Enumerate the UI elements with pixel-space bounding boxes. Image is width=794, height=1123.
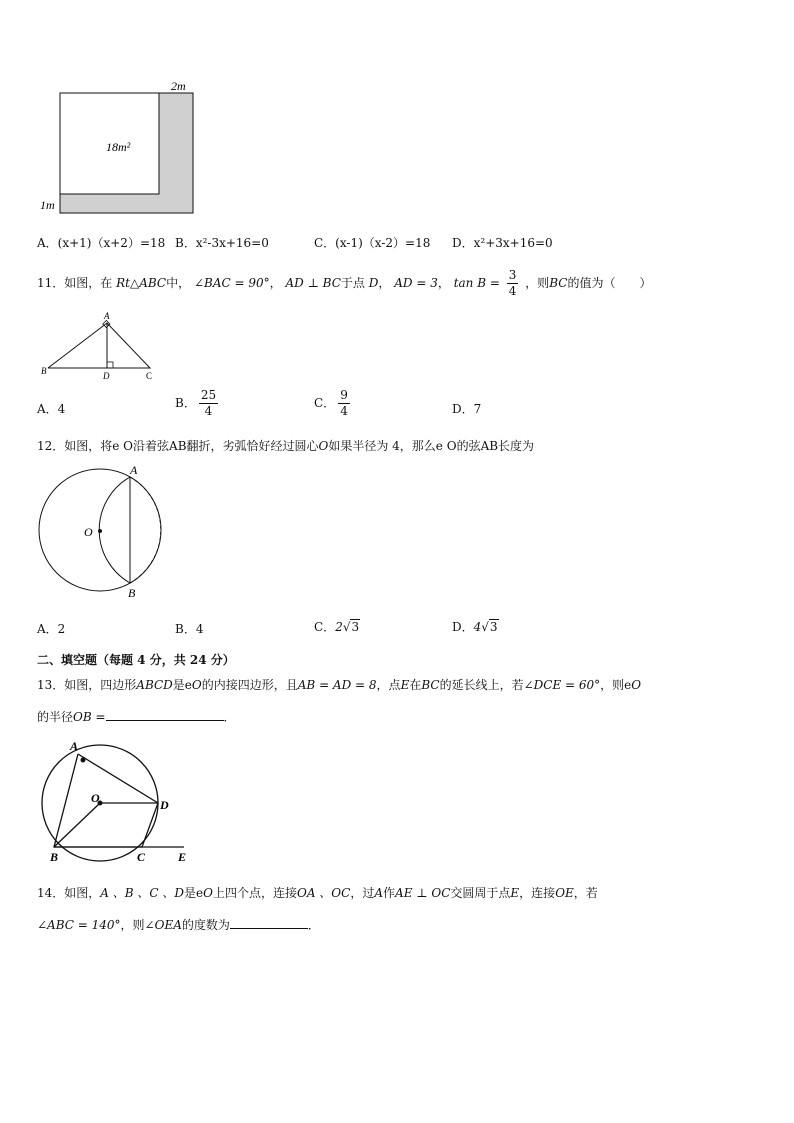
label-2m: 2m <box>171 79 186 93</box>
q10-option-a: A．(x+1)（x+2）=18 <box>37 236 166 250</box>
label-d: D <box>160 798 169 812</box>
q12-question: 12．如图，将e O沿着弦AB翻折，劣弧恰好经过圆心O如果半径为 4，那么e O的弦AB长度为 <box>37 439 535 453</box>
label-c: C <box>146 371 153 381</box>
label-d: D <box>103 371 110 381</box>
label-a: A <box>104 311 110 321</box>
label-o: O <box>84 525 93 539</box>
label-b: B <box>128 586 136 600</box>
q14-question-line1: 14．如图，A 、B 、C 、D是eO上四个点，连接OA 、OC，过A作AE ⊥ OC交圆周于点E，连接OE，若 <box>37 886 598 900</box>
q12-option-a: A．2 <box>37 622 66 636</box>
label-b: B <box>41 366 47 376</box>
q13-question-line2: 的半径OB = ． <box>37 710 236 724</box>
segment-ob <box>54 803 100 847</box>
q12-option-b: B．4 <box>175 622 204 636</box>
q11-question: 11．如图，在 Rt△ABC中， ∠BAC = 90°， AD ⊥ BC于点 D， AD = 3， tan B = $\frac{3}{4}$ ，则BC的值为（ ） <box>37 268 652 298</box>
q10-option-c: C．(x-1)（x-2）=18 <box>314 236 431 250</box>
label-a: A <box>130 463 138 477</box>
label-c: C <box>137 850 146 864</box>
point-a-dot <box>81 758 86 763</box>
label-area: 18m² <box>106 140 131 154</box>
q14-question-line2: ∠ABC = 140°，则∠OEA的度数为 ． <box>37 918 320 932</box>
q12-option-d: D．4√3 <box>452 620 498 634</box>
label-e: E <box>178 850 187 864</box>
q11-option-a: A．4 <box>37 402 66 416</box>
q11-option-c: C． $\frac{9}{4}$ <box>314 388 348 418</box>
label-1m: 1m <box>40 198 55 212</box>
q10-option-b: B．x²-3x+16=0 <box>175 236 269 250</box>
label-b: B <box>50 850 59 864</box>
label-o: O <box>91 791 100 805</box>
q10-option-d: D．x²+3x+16=0 <box>452 236 553 250</box>
q13-question-line1: 13．如图，四边形ABCD是eO的内接四边形，且AB = AD = 8，点E在BC的延长线上，若∠DCE = 60°，则eO <box>37 678 642 692</box>
answer-blank[interactable] <box>230 916 308 929</box>
section-title: 二、填空题（每题 4 分，共 24 分） <box>37 653 235 667</box>
label-a: A <box>70 739 79 753</box>
q11-option-b: B． $\frac{25}{4}$ <box>175 388 217 418</box>
q11-option-d: D．7 <box>452 402 482 416</box>
q12-option-c: C．2√3 <box>314 620 360 634</box>
quad-abcd <box>54 754 158 847</box>
